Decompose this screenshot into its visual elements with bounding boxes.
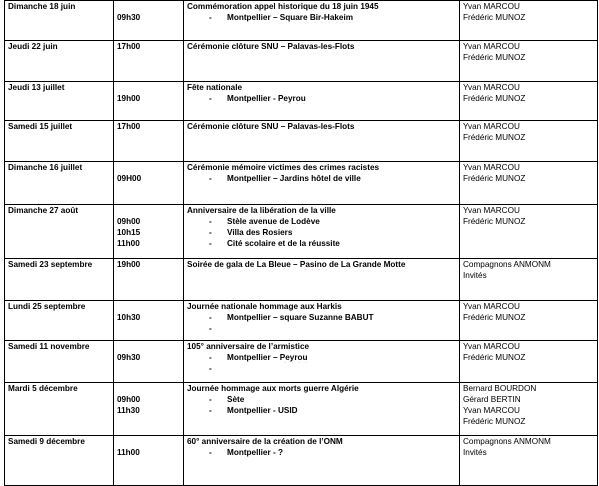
event-date: Dimanche 27 août: [8, 206, 79, 215]
event-time: 19h00: [117, 260, 141, 269]
event-location-part: Montpellier - ?: [227, 448, 283, 457]
event-time: 11h00: [117, 239, 140, 248]
event-location-part: Montpellier - USID: [227, 406, 298, 415]
event-time: 19h00: [117, 94, 141, 103]
event-attendees-cell: [460, 301, 598, 341]
event-time: 09h00: [117, 217, 141, 226]
attendee-name: Frédéric MUNOZ: [463, 133, 526, 142]
attendee-name: Frédéric MUNOZ: [463, 217, 526, 226]
attendee-name: Yvan MARCOU: [463, 83, 520, 92]
event-title: Anniversaire de la libération de la ville: [187, 206, 336, 215]
attendee-name: Yvan MARCOU: [463, 406, 520, 415]
event-location: [187, 173, 456, 184]
event-title-part: Soirée de gala de La Bleue –: [187, 260, 300, 269]
attendee-name: Yvan MARCOU: [463, 206, 520, 215]
event-time: 09h30: [117, 13, 141, 22]
event-description-cell: [184, 301, 460, 341]
event-location-flagged-word: Peyrou: [277, 94, 306, 103]
bullet-dash: -: [209, 406, 212, 415]
attendee-name: Compagnons ANMONM: [463, 260, 551, 269]
event-location-flagged-word: Peyrou: [279, 353, 308, 362]
bullet-dash: -: [209, 353, 212, 362]
event-date-cell: [5, 301, 114, 341]
event-time-cell: [114, 259, 184, 301]
event-time-cell: [114, 41, 184, 82]
attendee-name: Compagnons ANMONM: [463, 437, 551, 446]
bullet-dash: -: [209, 324, 212, 333]
event-row: [5, 121, 598, 162]
bullet-dash: -: [209, 94, 212, 103]
event-time-cell: [114, 162, 184, 205]
attendee-name: Yvan MARCOU: [463, 122, 520, 131]
event-title: Commémoration appel historique du 18 juin 1945: [187, 2, 379, 11]
event-row: [5, 301, 598, 341]
event-date-cell: [5, 162, 114, 205]
event-location-part: Montpellier -: [227, 94, 278, 103]
event-row: [5, 436, 598, 486]
attendee-name: Gérard BERTIN: [463, 395, 521, 404]
event-date-cell: [5, 436, 114, 486]
event-title-part: de La Grande Motte: [326, 260, 406, 269]
event-attendees-cell: [460, 383, 598, 436]
event-description-cell: [184, 41, 460, 82]
event-title: 60° anniversaire de la création de l’ONM: [187, 437, 343, 446]
event-date-cell: [5, 82, 114, 121]
event-description-cell: [184, 436, 460, 486]
events-table: [4, 0, 598, 486]
event-time: [117, 341, 180, 352]
event-attendees-cell: [460, 121, 598, 162]
attendee-name: Frédéric MUNOZ: [463, 353, 526, 362]
event-location-part: Sète: [227, 395, 245, 404]
event-location-part: Montpellier – Square: [227, 13, 310, 22]
event-description-cell: [184, 383, 460, 436]
bullet-dash: -: [209, 364, 212, 373]
event-date-cell: [5, 259, 114, 301]
attendee-name: Invités: [463, 448, 487, 457]
event-time: [117, 1, 180, 12]
event-location: [187, 238, 456, 249]
event-time: [117, 436, 180, 447]
bullet-dash: -: [209, 395, 212, 404]
event-time: 09H00: [117, 174, 142, 183]
event-title: Journée nationale hommage aux Harkis: [187, 302, 342, 311]
event-row: [5, 82, 598, 121]
attendee-name: Invités: [463, 271, 487, 280]
event-location-part: Villa des Rosiers: [227, 228, 293, 237]
attendee-name: Yvan MARCOU: [463, 2, 520, 11]
attendee-name: Yvan MARCOU: [463, 42, 520, 51]
attendee-name: Yvan MARCOU: [463, 163, 520, 172]
event-attendees-cell: [460, 41, 598, 82]
event-location-part: Montpellier – Jardins hôtel de ville: [227, 174, 361, 183]
bullet-dash: -: [209, 448, 212, 457]
attendee-name: Bernard BOURDON: [463, 384, 537, 393]
event-attendees-cell: [460, 436, 598, 486]
event-row: [5, 383, 598, 436]
event-time-cell: [114, 82, 184, 121]
bullet-dash: -: [209, 174, 212, 183]
event-attendees-cell: [460, 205, 598, 259]
event-title: 105° anniversaire de l’armistice: [187, 342, 310, 351]
event-location: [187, 216, 456, 227]
event-row: [5, 205, 598, 259]
event-time-cell: [114, 436, 184, 486]
event-time-cell: [114, 383, 184, 436]
attendee-name: Frédéric MUNOZ: [463, 94, 526, 103]
bullet-dash: -: [209, 13, 212, 22]
event-date: Samedi 9 décembre: [8, 437, 85, 446]
attendee-name: Yvan MARCOU: [463, 302, 520, 311]
event-time-cell: [114, 205, 184, 259]
event-row: [5, 162, 598, 205]
bullet-dash: -: [209, 228, 212, 237]
event-location: [187, 227, 456, 238]
event-description-cell: [184, 341, 460, 383]
event-time: 11h00: [117, 448, 140, 457]
event-attendees-cell: [460, 1, 598, 41]
event-time: [117, 162, 180, 173]
event-time-cell: [114, 341, 184, 383]
event-date-cell: [5, 41, 114, 82]
event-time: 17h00: [117, 42, 141, 51]
event-title: Cérémonie clôture SNU – Palavas-les-Flots: [187, 42, 355, 51]
event-description-cell: [184, 1, 460, 41]
attendee-name: Frédéric MUNOZ: [463, 53, 526, 62]
event-time: 10h30: [117, 313, 141, 322]
event-location: [187, 363, 456, 374]
event-time: 10h15: [117, 228, 141, 237]
event-location: [187, 394, 456, 405]
event-location-part: Montpellier – square Suzanne BABUT: [227, 313, 374, 322]
event-title: Fête nationale: [187, 83, 243, 92]
event-time: 11h30: [117, 406, 140, 415]
bullet-dash: -: [209, 313, 212, 322]
attendee-name: Frédéric MUNOZ: [463, 13, 526, 22]
event-date: Samedi 11 novembre: [8, 342, 90, 351]
event-description-cell: [184, 162, 460, 205]
event-time: [117, 205, 180, 216]
attendee-name: Frédéric MUNOZ: [463, 313, 526, 322]
event-date: Dimanche 18 juin: [8, 2, 76, 11]
event-description-cell: [184, 259, 460, 301]
event-location: [187, 12, 456, 23]
event-description-cell: [184, 121, 460, 162]
event-location: [187, 312, 456, 323]
event-date-cell: [5, 205, 114, 259]
event-time-cell: [114, 301, 184, 341]
event-description-cell: [184, 205, 460, 259]
event-time-cell: [114, 1, 184, 41]
event-attendees-cell: [460, 162, 598, 205]
bullet-dash: -: [209, 239, 212, 248]
event-date: Lundi 25 septembre: [8, 302, 86, 311]
event-date-cell: [5, 341, 114, 383]
event-location-flagged-word: Bir-Hakeim: [309, 13, 354, 22]
event-description-cell: [184, 82, 460, 121]
event-title: [187, 259, 456, 270]
event-date: Jeudi 22 juin: [8, 42, 58, 51]
event-date-cell: [5, 1, 114, 41]
event-row: [5, 41, 598, 82]
events-table-body: [5, 1, 598, 486]
event-time: [117, 383, 180, 394]
event-title-flagged-word: Pasino: [299, 260, 327, 269]
event-date-cell: [5, 383, 114, 436]
event-time: [117, 301, 180, 312]
event-title: Journée hommage aux morts guerre Algérie: [187, 384, 359, 393]
event-row: [5, 1, 598, 41]
event-attendees-cell: [460, 82, 598, 121]
event-location-part: Cité scolaire et de la réussite: [227, 239, 340, 248]
event-location: [187, 352, 456, 363]
event-title: Cérémonie clôture SNU – Palavas-les-Flots: [187, 122, 355, 131]
attendee-name: Yvan MARCOU: [463, 342, 520, 351]
event-location-part: Stèle avenue de Lodève: [227, 217, 320, 226]
event-time: 17h00: [117, 122, 141, 131]
event-location: [187, 93, 456, 104]
event-location: [187, 323, 456, 334]
attendee-name: Frédéric MUNOZ: [463, 174, 526, 183]
event-location: [187, 405, 456, 416]
event-time: 09h30: [117, 353, 141, 362]
event-date: Jeudi 13 juillet: [8, 83, 65, 92]
event-title: Cérémonie mémoire victimes des crimes racistes: [187, 163, 380, 172]
event-date: Samedi 23 septembre: [8, 260, 93, 269]
bullet-dash: -: [209, 217, 212, 226]
event-row: [5, 341, 598, 383]
event-attendees-cell: [460, 259, 598, 301]
event-row: [5, 259, 598, 301]
event-time-cell: [114, 121, 184, 162]
event-location-part: Montpellier –: [227, 353, 280, 362]
event-location: [187, 447, 456, 458]
event-date-cell: [5, 121, 114, 162]
event-attendees-cell: [460, 341, 598, 383]
event-time: 09h00: [117, 395, 141, 404]
event-date: Dimanche 16 juillet: [8, 163, 83, 172]
event-date: Mardi 5 décembre: [8, 384, 78, 393]
attendee-name: Frédéric MUNOZ: [463, 417, 526, 426]
event-time: [117, 82, 180, 93]
event-date: Samedi 15 juillet: [8, 122, 73, 131]
